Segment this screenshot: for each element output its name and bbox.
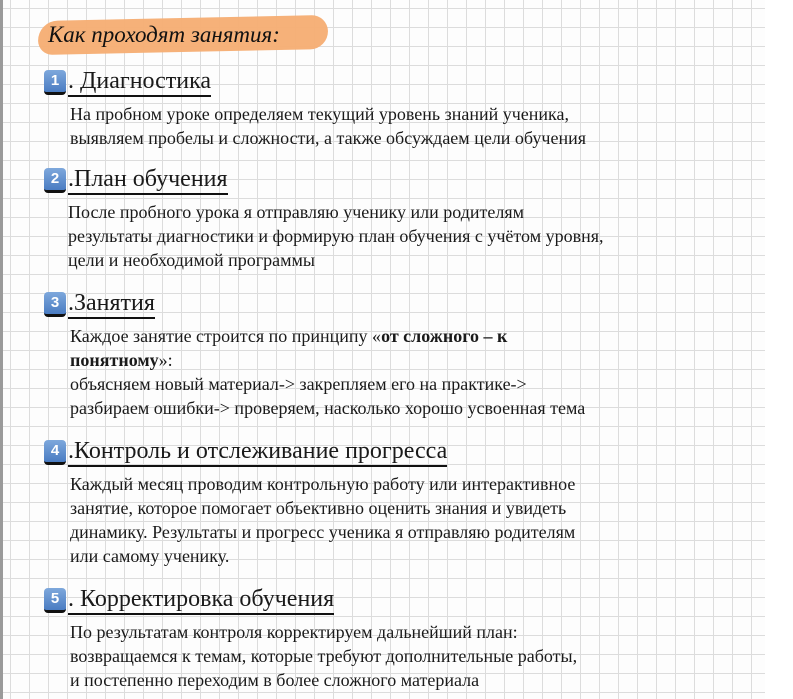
page-left-edge	[0, 0, 3, 699]
section-study-plan	[44, 166, 738, 272]
section-title: .Занятия	[68, 290, 155, 319]
body-line: занятие, которое помогает объективно оценить знания и увидеть	[70, 498, 567, 518]
principle-text: Каждое занятие строится по принципу «	[70, 326, 382, 346]
body-line: или самому ученику.	[70, 546, 230, 566]
section-title-row	[44, 68, 740, 99]
section-title-row	[44, 438, 740, 469]
section-body	[70, 324, 740, 420]
body-line-principle	[70, 324, 740, 348]
body-line: Каждый месяц проводим контрольную работу или интерактивное	[70, 474, 576, 494]
section-progress-control	[44, 438, 740, 568]
principle-bold-2: понятному	[70, 350, 159, 370]
number-3-badge-icon: 3	[44, 292, 66, 317]
page-right-margin	[765, 0, 793, 699]
body-line: динамику. Результаты и прогресс ученика я отправляю родителям	[70, 522, 576, 542]
body-line: выявляем пробелы и сложности, а также обсуждаем цели обучения	[70, 128, 586, 148]
number-2-badge-icon: 2	[44, 168, 66, 193]
body-line: возвращаемся к темам, которые требуют дополнительные работы,	[70, 646, 578, 666]
section-body	[70, 102, 740, 150]
body-line-principle-cont	[70, 348, 740, 372]
principle-bold-1: от сложного – к	[381, 326, 508, 346]
section-title-row	[44, 290, 740, 321]
page-title: Как проходят занятия:	[48, 22, 280, 47]
section-title: . Корректировка обучения	[68, 586, 334, 615]
section-title-row	[44, 166, 738, 197]
number-5-badge-icon: 5	[44, 588, 66, 613]
body-line: объясняем новый материал-> закрепляем его на практике->	[70, 374, 527, 394]
body-line: На пробном уроке определяем текущий уровень знаний ученика,	[70, 104, 570, 124]
section-body	[68, 200, 738, 272]
body-line: разбираем ошибки-> проверяем, насколько хорошо усвоенная тема	[70, 398, 586, 418]
body-line: После пробного урока я отправляю ученику или родителям	[68, 202, 525, 222]
section-title: .Контроль и отслеживание прогресса	[68, 438, 447, 467]
section-body	[70, 620, 740, 692]
body-line: По результатам контроля корректируем дальнейший план:	[70, 622, 518, 642]
section-body	[70, 472, 740, 568]
section-title: . Диагностика	[68, 68, 211, 97]
body-line: результаты диагностики и формирую план обучения с учётом уровня,	[68, 226, 604, 246]
number-4-badge-icon: 4	[44, 440, 66, 465]
body-line: и постепенно переходим в более сложного материала	[70, 670, 480, 690]
section-title-row	[44, 586, 740, 617]
section-lessons	[44, 290, 740, 420]
heading-block	[38, 16, 280, 48]
section-title: .План обучения	[68, 166, 228, 195]
principle-tail: »:	[158, 350, 173, 370]
section-adjustment	[44, 586, 740, 692]
number-1-badge-icon: 1	[44, 70, 66, 95]
body-line: цели и необходимой программы	[68, 250, 315, 270]
section-diagnostics	[44, 68, 740, 150]
